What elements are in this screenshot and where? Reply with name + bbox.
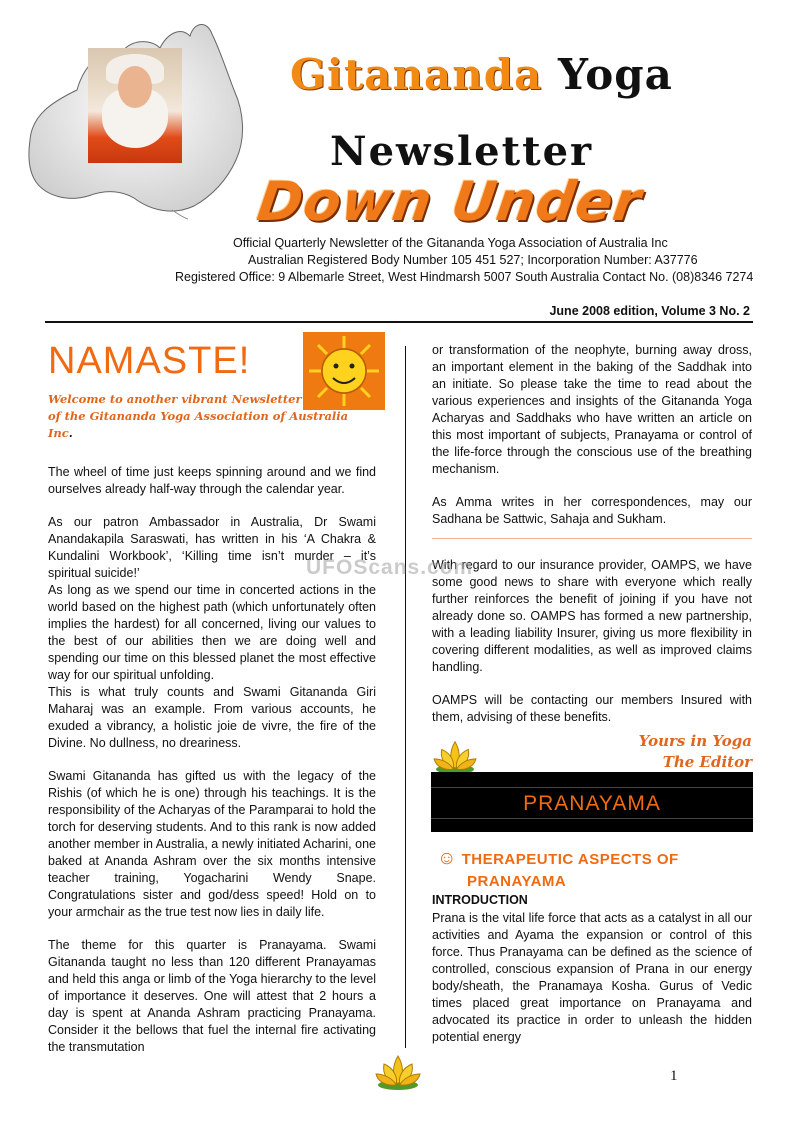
sign-off: Yours in Yoga <box>638 732 752 750</box>
paragraph: As long as we spend our time in concerted actions in the world based on the highest path (which unfortunately often implies the hardest) for all concerned, living our values to the best of our abilities then we are doing well and spending our time on this blessed planet the most effective way for our spiritual unfolding. <box>48 583 376 682</box>
org-registration: Australian Registered Body Number 105 451 527; Incorporation Number: A37776 <box>248 253 698 267</box>
paragraph: This is what truly counts and Swami Gitananda Giri Maharaj was an example. From various accounts, he exuded a vibrancy, a holistic joie de vivre, the fire of the Divine. No dullness, no dreariness. <box>48 685 376 750</box>
paragraph: OAMPS will be contacting our members Insured with them, advising of these benefits. <box>432 693 752 724</box>
org-address: Registered Office: 9 Albemarle Street, West Hindmarsh 5007 South Australia Contact No. (08)8346 7274 <box>175 270 754 284</box>
section-banner <box>431 772 753 832</box>
lotus-icon <box>432 738 478 776</box>
masthead-subtitle: Newsletter <box>330 128 594 175</box>
masthead-down-under: Down Under <box>253 170 646 233</box>
paragraph: Swami Gitananda has gifted us with the legacy of the Rishis (of which he is one) through his teachings. It is the responsibility of the Acharyas of the Paramparai to hold the torch for deserving students. And to this rank is now added another member in Australia, a newly initiated Acharini, one baked at Ananda Ashram over the six months intensive teacher training, Yogacharini Wendy Snape. Congratulations sister and god/dess speed! Hold on to your armchair as the true test now lies in daily life. <box>48 769 376 919</box>
column-divider <box>405 346 406 1048</box>
paragraph: The theme for this quarter is Pranayama. Swami Gitananda taught no less than 120 different Pranayamas and held this anga or limb of the Yoga hierarchy to the level of importance it deserves. One will attest that 2 hours a day is spent at Ananda Ashram practicing Pranayama. Consider it the bellows that fuel the internal fire activating the transmutation <box>48 938 376 1054</box>
smiley-icon: ☺ <box>437 848 457 869</box>
welcome-line: Welcome to another vibrant Newsletter of the Gitananda Yoga Association of Australia Inc. <box>48 392 349 440</box>
intro-text <box>432 910 752 1046</box>
paragraph: Prana is the vital life force that acts as a catalyst in all our activities and Ayama the expansion or control of this force. Thus Pranayama can be defined as the science of controlled, conscious expansion of Prana in our energy body/sheath, the Pranamaya Kosha. Gurus of Vedic times placed great importance on Pranayama and advocated its practice in order to unleash the hidden potential energy <box>432 911 752 1044</box>
edition-label: June 2008 edition, Volume 3 No. 2 <box>549 304 750 318</box>
namaste-heading: NAMASTE! <box>48 340 251 382</box>
article-heading: ☺ THERAPEUTIC ASPECTS OF PRANAYAMA <box>437 848 679 890</box>
paragraph: As Amma writes in her correspondences, may our Sadhana be Sattwic, Sahaja and Sukham. <box>432 495 752 526</box>
lotus-icon <box>374 1052 422 1092</box>
masthead-title: Gitananda Yoga <box>290 50 673 99</box>
editor-name: The Editor <box>662 753 752 771</box>
section-rule <box>432 538 752 539</box>
paragraph: The wheel of time just keeps spinning around and we find ourselves already half-way through the calendar year. <box>48 465 376 496</box>
left-column <box>48 332 376 1072</box>
header-rule <box>45 321 753 323</box>
intro-heading: INTRODUCTION <box>432 893 528 907</box>
founder-portrait <box>88 48 182 163</box>
paragraph: With regard to our insurance provider, OAMPS, we have some good news to share with everyone which really further reinforces the benefit of joining if you have not already done so. OAMPS has formed a new partnership, with a leading liability Insurer, giving us more flexibility in covering different modalities, as well as improved claims handling. <box>432 558 752 674</box>
section-title: PRANAYAMA <box>523 792 661 815</box>
right-column <box>432 342 752 802</box>
paragraph: As our patron Ambassador in Australia, Dr Swami Anandakapila Saraswati, has written in his ‘A Chakra & Kundalini Workbook’, ‘Killing time isn’t murder – it’s spiritual suicide!’ <box>48 515 376 580</box>
org-description: Official Quarterly Newsletter of the Gitananda Yoga Association of Australia Inc <box>233 236 668 250</box>
paragraph: or transformation of the neophyte, burning away dross, an important element in the baking of the Saddhak into an initiate. So please take the time to read about the various experiences and insights of the Gitananda Yoga Acharyas and Saddhaks who have written an article on this most important of subjects, Pranayama or control of the life-force through the conscious use of the breathing mechanism. <box>432 343 752 476</box>
watermark: UFOScans.com <box>306 556 474 579</box>
page-number: 1 <box>670 1068 678 1084</box>
